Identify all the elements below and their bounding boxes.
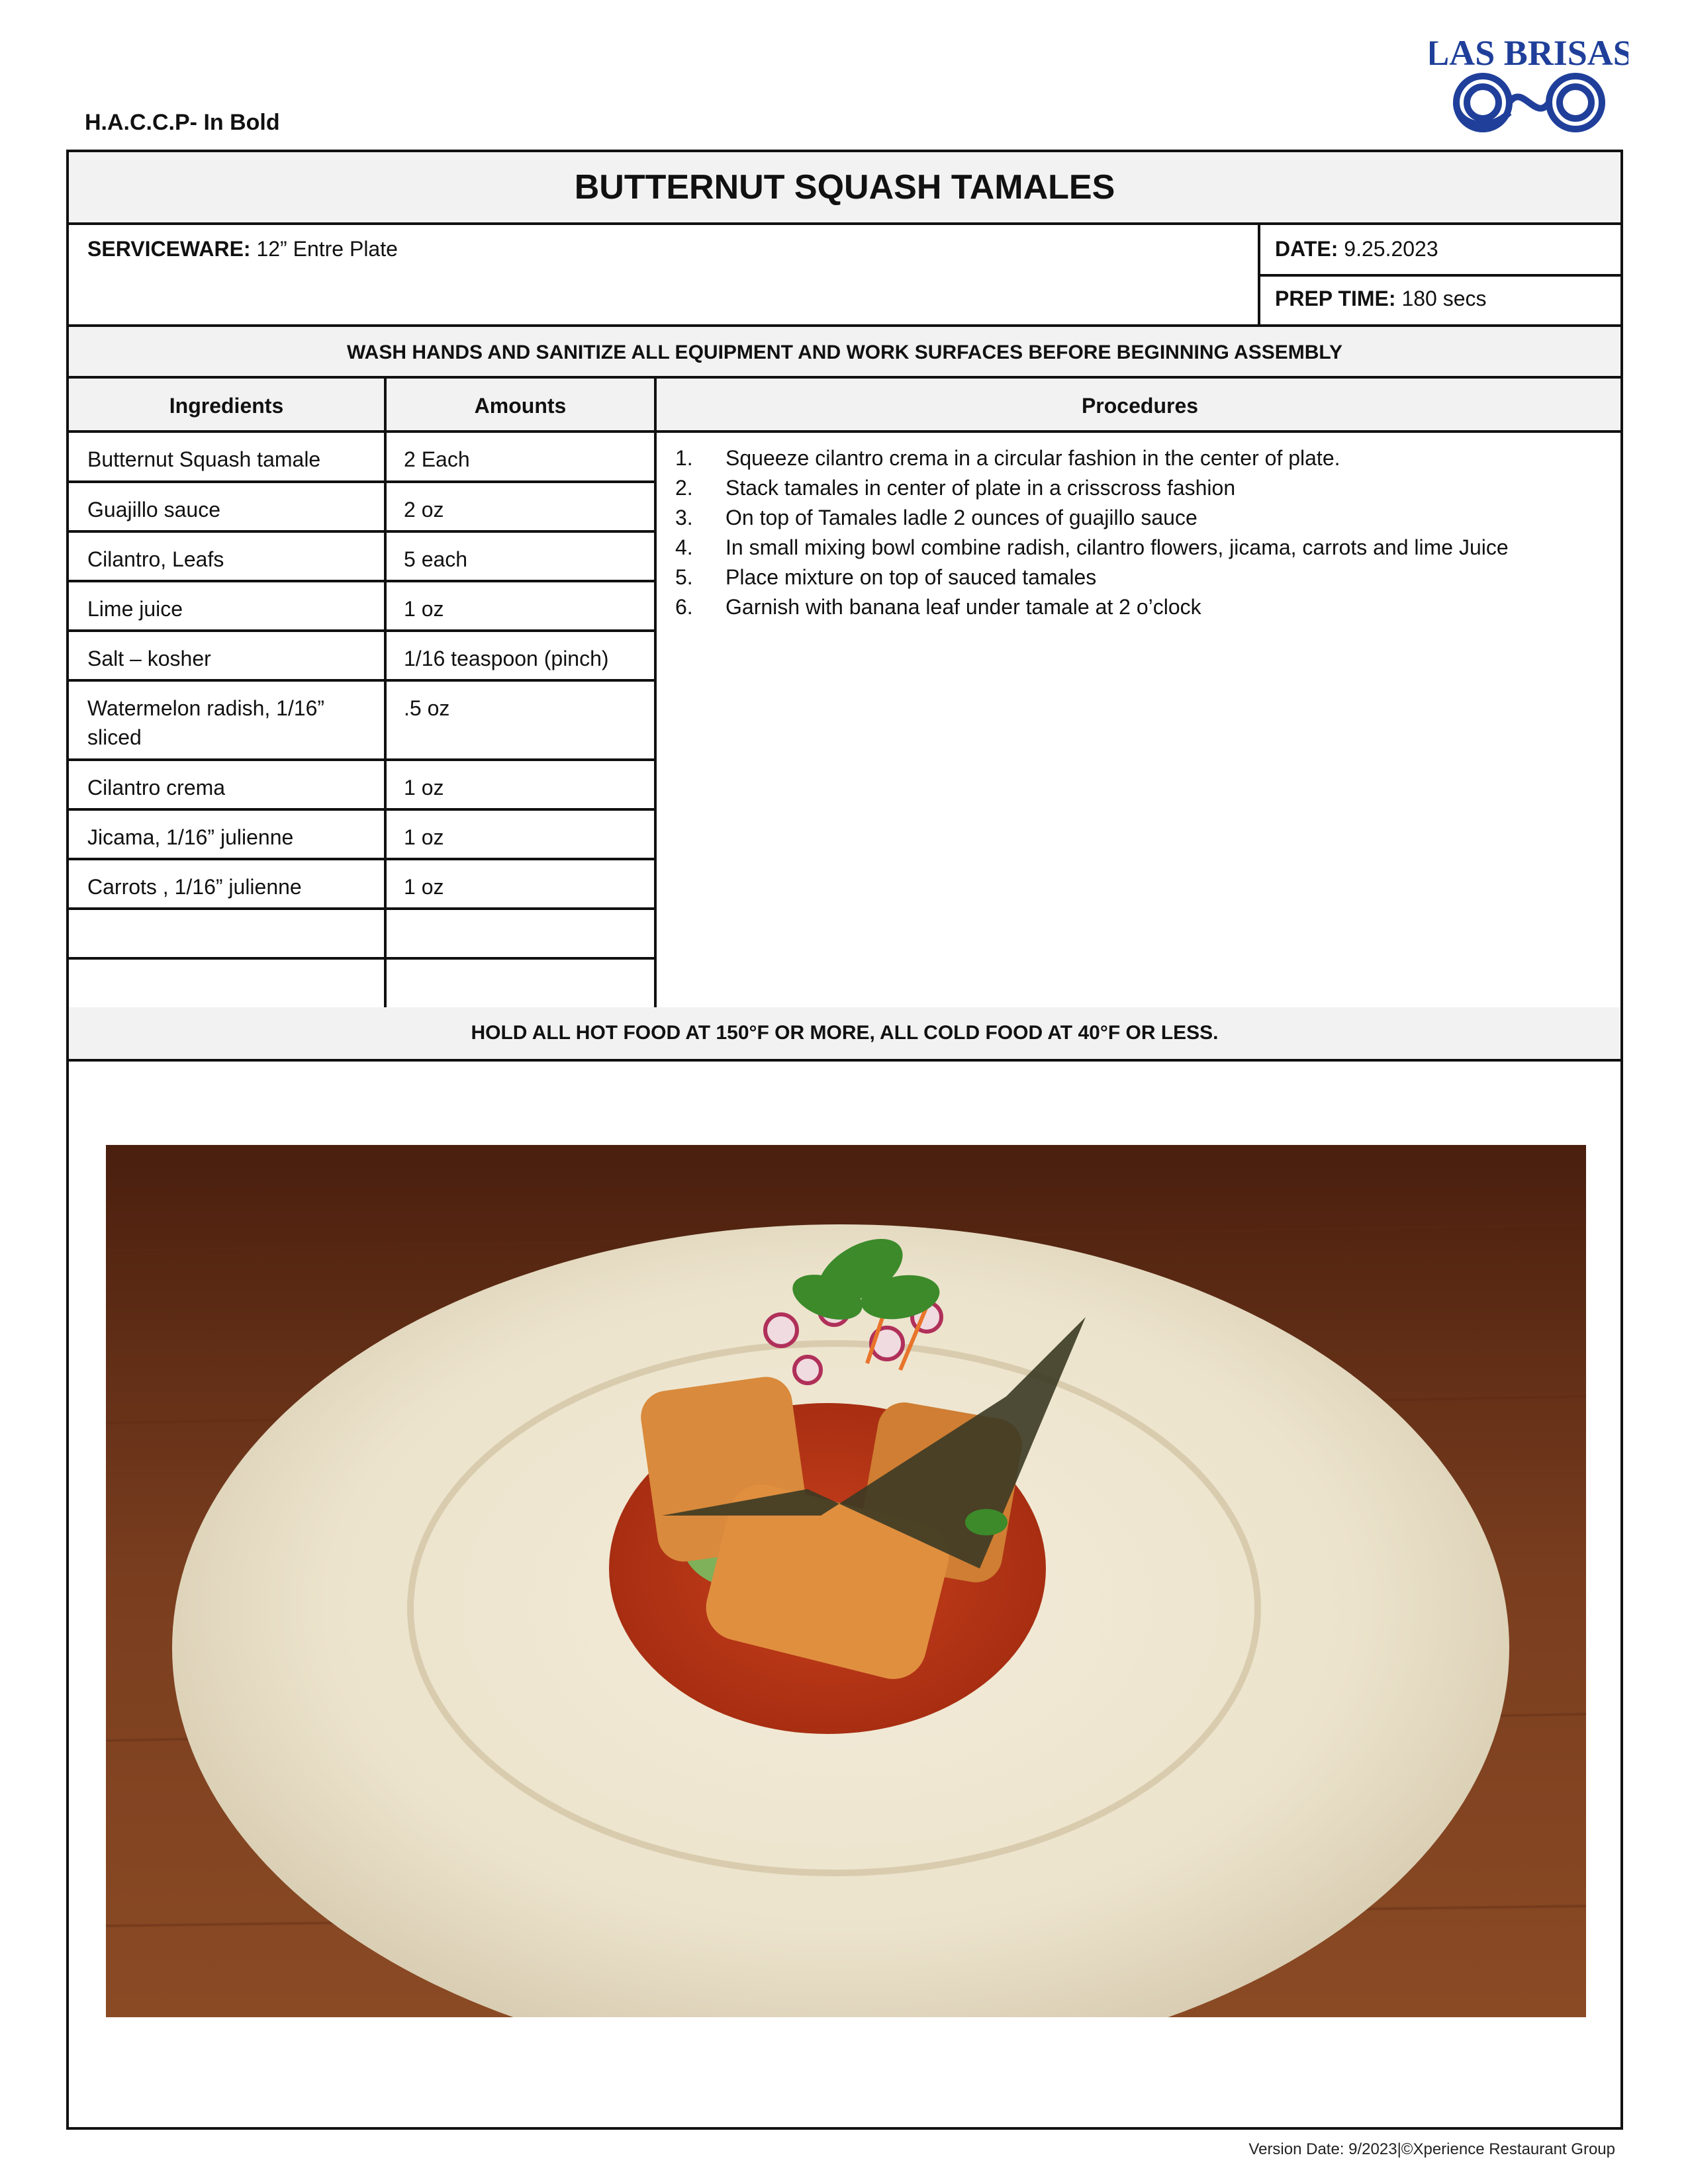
col-amounts: Amounts	[474, 393, 567, 418]
ingredient-name: Watermelon radish, 1/16” sliced	[87, 696, 325, 749]
ingredient-amount: 2 Each	[404, 447, 470, 471]
ingredient-amount: 5 each	[404, 547, 468, 571]
prep-time-field: PREP TIME: 180 secs	[1275, 287, 1487, 310]
procedure-step: 6. Garnish with banana leaf under tamale at 2 o’clock	[675, 595, 1201, 619]
ingredient-amount: 2 oz	[404, 498, 444, 522]
las-brisas-logo	[1430, 26, 1628, 139]
ingredient-amount: 1 oz	[404, 875, 444, 899]
col-procedures: Procedures	[1081, 393, 1199, 418]
procedure-step: 5. Place mixture on top of sauced tamales	[675, 565, 1097, 589]
procedure-step: 3. On top of Tamales ladle 2 ounces of guajillo sauce	[675, 506, 1197, 529]
ingredient-name: Cilantro crema	[87, 776, 226, 799]
version-footer: Version Date: 9/2023|©Xperience Restaurant Group	[1248, 2140, 1615, 2158]
dish-photo	[106, 1145, 1586, 2017]
ingredient-name: Lime juice	[87, 597, 183, 621]
procedure-step: 2. Stack tamales in center of plate in a crisscross fashion	[675, 476, 1236, 500]
date-field: DATE: 9.25.2023	[1275, 237, 1438, 261]
ingredient-amount: 1 oz	[404, 825, 444, 849]
ingredient-name: Butternut Squash tamale	[87, 447, 321, 471]
temperature-notice: HOLD ALL HOT FOOD AT 150°F OR MORE, ALL COLD FOOD AT 40°F OR LESS.	[69, 1007, 1620, 1059]
serviceware-field: SERVICEWARE: 12” Entre Plate	[87, 237, 398, 261]
haccp-note: H.A.C.C.P- In Bold	[85, 110, 280, 135]
table-header	[69, 379, 1620, 433]
recipe-card	[66, 150, 1623, 2130]
ingredient-name: Cilantro, Leafs	[87, 547, 224, 571]
ingredient-amount: 1 oz	[404, 776, 444, 799]
procedures-list	[669, 443, 1595, 622]
ingredient-amount: .5 oz	[404, 696, 450, 720]
svg-text:LAS BRISAS: LAS BRISAS	[1430, 33, 1628, 73]
procedure-step: 4. In small mixing bowl combine radish, cilantro flowers, jicama, carrots and lime Juice	[675, 535, 1509, 559]
ingredient-name: Guajillo sauce	[87, 498, 220, 522]
ingredient-name: Carrots , 1/16” julienne	[87, 875, 302, 899]
sanitize-notice: WASH HANDS AND SANITIZE ALL EQUIPMENT AND WORK SURFACES BEFORE BEGINNING ASSEMBLY	[69, 327, 1620, 379]
ingredient-amount: 1 oz	[404, 597, 444, 621]
ingredient-name: Salt – kosher	[87, 647, 211, 670]
procedure-step: 1. Squeeze cilantro crema in a circular fashion in the center of plate.	[675, 446, 1340, 470]
ingredient-amount: 1/16 teaspoon (pinch)	[404, 647, 609, 670]
ingredient-name: Jicama, 1/16” julienne	[87, 825, 294, 849]
col-ingredients: Ingredients	[169, 393, 284, 418]
recipe-title: BUTTERNUT SQUASH TAMALES	[69, 152, 1620, 225]
